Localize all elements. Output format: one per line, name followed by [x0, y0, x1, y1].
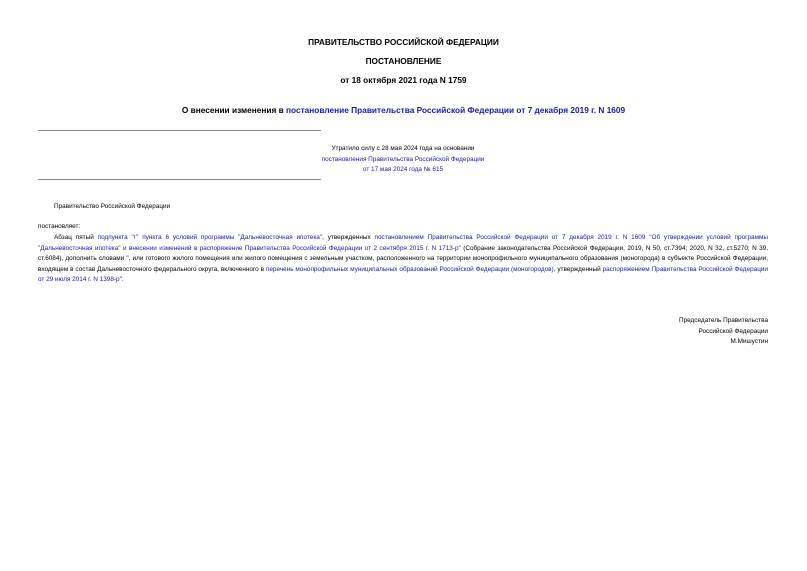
status-note-link-1[interactable]: постановления Правительства Российской Федерации [321, 155, 485, 163]
para-text-4: , утвержденный [553, 265, 603, 273]
government-heading: ПРАВИТЕЛЬСТВО РОССИЙСКОЙ ФЕДЕРАЦИИ [308, 37, 499, 47]
document-title [0, 105, 807, 115]
signature-name: М.Мишустин [730, 338, 768, 345]
link-resolution-1609[interactable]: постановлением Правительства Российской Федерации от 7 декабря 2019 г. N 1609 "Об утверждении условий программы "Дальневосточная ипотека" и внесении изменений в распоряжение Правительства Российской Федерации от 2 сентября 2015 г. N 1713-р" [38, 234, 768, 252]
government-line: Правительство Российской Федерации [54, 203, 171, 210]
divider-bottom [38, 179, 321, 180]
title-prefix: О внесении изменения в [181, 105, 287, 115]
link-order-1398[interactable]: распоряжением Правительства Российской Федерации от 29 июля 2014 г. N 1398-р [38, 265, 769, 284]
signature-org: Российской Федерации [698, 327, 768, 335]
link-subparagraph[interactable]: подпункта "г" пункта 6 условий программы "Дальневосточная ипотека" [97, 234, 323, 241]
signature-title: Председатель Правительства [679, 317, 768, 324]
status-note [296, 144, 510, 176]
document-type: ПОСТАНОВЛЕНИЕ [365, 56, 442, 66]
title-link[interactable]: постановление Правительства Российской Федерации от 7 декабря 2019 г. N 1609 [286, 105, 626, 115]
para-text-5: ". [119, 276, 124, 284]
para-text-3: (Собрание законодательства Российской Федерации, 2019, N 50, ст.7394; 2020, N 32, ст.5270; N 39, ст.6084), дополнить словами ", или готового жилого помещения или жилого помещения с земельным участком, расположенного на территории монопрофильного муниципального образования (моногорода) в субъекте Российской Федерации, входящем в состав Дальневосточного федерального округа, включенного в [38, 244, 768, 273]
main-paragraph [38, 233, 768, 286]
status-note-link-2[interactable]: от 17 мая 2024 года № 615 [362, 166, 444, 173]
para-text-1: Абзац пятый [54, 234, 98, 241]
signature-block [679, 316, 768, 348]
para-text-2: , утвержденных [322, 234, 375, 241]
resolves-line: постановляет: [38, 223, 81, 230]
status-note-text: Утратило силу с 28 мая 2024 года на основании [331, 145, 475, 152]
divider-top [38, 130, 321, 131]
link-monotown-list[interactable]: перечень монопрофильных муниципальных образований Российской Федерации (моногородов) [265, 265, 554, 273]
document-date-number: от 18 октября 2021 года N 1759 [340, 75, 467, 85]
